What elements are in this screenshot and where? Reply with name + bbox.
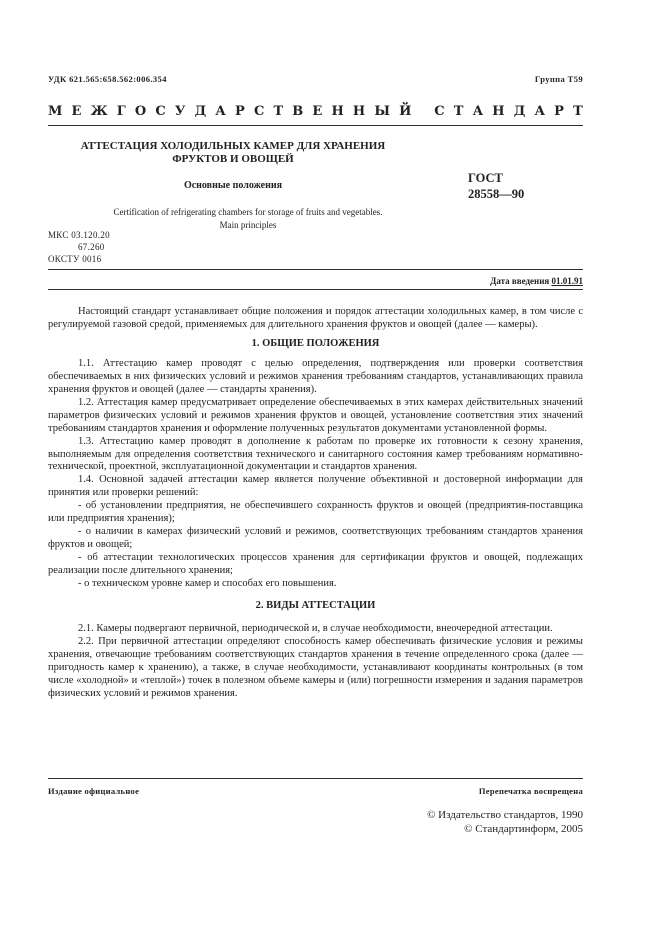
banner-letter: А (472, 104, 484, 119)
banner-letter: Ж (90, 104, 108, 119)
udk-code: УДК 621.565:658.562:006.354 (48, 74, 167, 84)
title-line: ФРУКТОВ И ОВОЩЕЙ (172, 153, 294, 165)
official-edition: Издание официальное (48, 786, 140, 796)
banner-letter: Ы (374, 104, 390, 119)
list-item: - об аттестации технологических процессов хранения для сертификации фруктов и овощей, подлежащих реализации после длительного хранения; (48, 552, 583, 577)
banner-letter: С (434, 104, 445, 119)
mks-code: 67.260 (78, 242, 105, 252)
banner-letter: С (253, 104, 265, 119)
banner-letter: С (155, 104, 166, 119)
banner-letter: Р (235, 104, 245, 119)
footer-divider (48, 778, 583, 779)
banner-letter: Е (71, 104, 82, 119)
english-title-line: Main principles (219, 220, 277, 230)
date-divider (48, 289, 583, 290)
section-heading: 1. ОБЩИЕ ПОЛОЖЕНИЯ (251, 337, 380, 349)
paragraph: 1.4. Основной задачей аттестации камер является получение объективной и достоверной информации для принятия или проверки решений: (48, 474, 583, 499)
list-item: - об установлении предприятия, не обеспечившего сохранность фруктов и овощей (предприятия-поставщика или предприятия хранения); (48, 500, 583, 525)
list-item: - о техническом уровне камер и способах его повышения. (78, 578, 337, 590)
english-title-line: Certification of refrigerating chambers for storage of fruits and vegetables. (113, 207, 383, 217)
banner-letter: Г (116, 104, 126, 119)
banner-letter: У (174, 104, 186, 119)
date-value: 01.01.91 (551, 276, 583, 286)
banner-letter: А (534, 104, 546, 119)
banner-letter: Т (453, 104, 464, 119)
banner-letter: Н (492, 104, 505, 119)
standard-banner (48, 104, 583, 119)
gost-label: ГОСТ (468, 171, 503, 185)
banner-letter: Н (331, 104, 344, 119)
classification-codes (48, 229, 110, 265)
section-heading: 2. ВИДЫ АТТЕСТАЦИИ (255, 600, 376, 612)
document-subtitle: Основные положения (183, 180, 283, 191)
gost-designation (468, 170, 524, 202)
banner-letter: Д (194, 104, 207, 119)
banner-letter: Е (312, 104, 323, 119)
banner-letter: Й (399, 104, 412, 119)
paragraph: 1.1. Аттестацию камер проводят с целью определения, подтверждения или проверки соответствия обеспечиваемых в них физических условий и режимов хранения требованиям стандартов, устанавливающих правила хранения фруктов и овощей (далее — стандарты хранения). (48, 357, 583, 395)
okstu-code: ОКСТУ 0016 (48, 254, 102, 264)
document-body (48, 306, 583, 701)
banner-letter: О (134, 104, 147, 119)
banner-letter: Т (573, 104, 583, 119)
reprint-notice: Перепечатка воспрещена (478, 786, 583, 796)
copyright (427, 808, 583, 836)
copyright-line: © Издательство стандартов, 1990 (427, 809, 583, 821)
banner-letter: Н (352, 104, 366, 119)
banner-letter: Д (513, 104, 526, 119)
paragraph: 2.2. При первичной аттестации определяют способность камер обеспечивать физические условия и режимы хранения, отвечающие требованиям соответствующих стандартов хранения в течение определенного срока (далее — пригодность камер к хранению), а также, в случае необходимости, устанавливают координаты контрольных (в том числе «холодной» и «теплой») точек в полезном объеме камеры и (или) погрешности измерения и задания параметров физических условий и режимов хранения. (48, 635, 583, 699)
date-label: Дата введения (490, 276, 550, 286)
paragraph: 1.2. Аттестация камер предусматривает определение обеспечиваемых в этих камерах действительных значений параметров физических условий и режимов хранения фруктов и овощей, установление соответствия этих значений требованиям стандартов хранения и оформление полученных результатов документами установленной формы. (48, 396, 583, 434)
paragraph: 1.3. Аттестацию камер проводят в дополнение к работам по проверке их готовности к сезону хранения, выполняемым для определения соответствия технического и санитарного состояния камер требованиям нормативно-технической, проектной, эксплуатационной документации и стандартов хранения. (48, 435, 583, 473)
banner-letter: Т (273, 104, 284, 119)
paragraph: 2.1. Камеры подвергают первичной, периодической и, в случае необходимости, внеочередной аттестации. (78, 622, 553, 634)
banner-letter: А (215, 104, 226, 119)
banner-gap (421, 104, 426, 119)
mks-code: МКС 03.120.20 (48, 230, 110, 240)
banner-divider (48, 125, 583, 126)
group-code: Группа Т59 (534, 74, 583, 84)
intro-paragraph: Настоящий стандарт устанавливает общие положения и порядок аттестации холодильных камер, в том числе с регулируемой газовой средой, применяемых для длительного хранения фруктов и овощей (далее — камеры). (48, 306, 583, 330)
title-line: АТТЕСТАЦИЯ ХОЛОДИЛЬНЫХ КАМЕР ДЛЯ ХРАНЕНИЯ (80, 140, 386, 152)
banner-letter: М (48, 104, 63, 119)
banner-letter: Р (554, 104, 564, 119)
banner-letter: В (292, 104, 304, 119)
effective-date (490, 276, 583, 286)
list-item: - о наличии в камерах физический условий и режимов, соответствующих требованиям стандартов хранения фруктов и овощей; (48, 526, 583, 551)
document-title (48, 140, 418, 166)
header-divider (48, 269, 583, 270)
copyright-line: © Стандартинформ, 2005 (464, 823, 583, 835)
gost-number: 28558—90 (468, 187, 525, 201)
